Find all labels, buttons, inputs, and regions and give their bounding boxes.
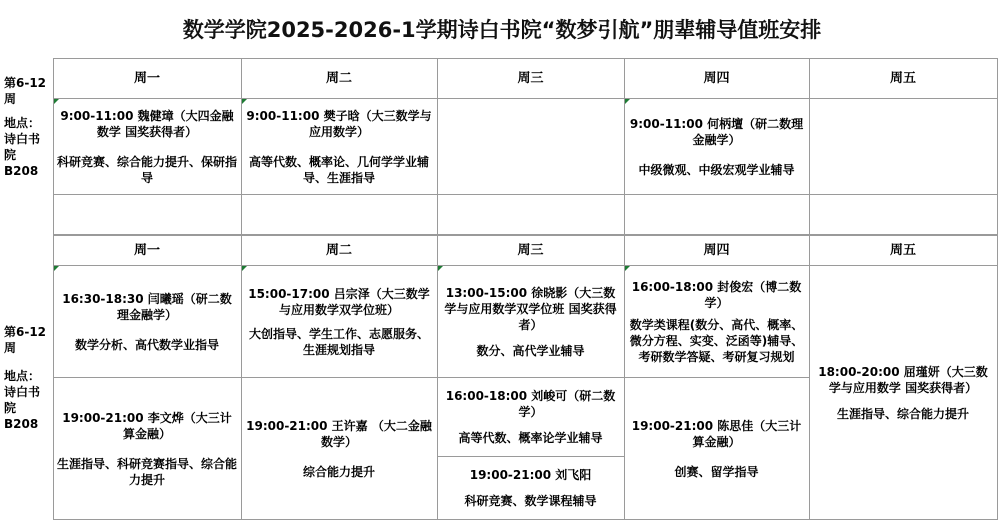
header-thu: 周四 <box>624 236 809 266</box>
slot-desc: 大创指导、学生工作、志愿服务、生涯规划指导 <box>248 326 429 357</box>
slot-fri <box>809 266 997 520</box>
slot-tue-2 <box>241 378 437 520</box>
slot-thu-1 <box>624 266 809 378</box>
schedule-table-1 <box>0 58 998 235</box>
slot-desc: 数学分析、高代数学业指导 <box>74 337 219 352</box>
slot-desc: 创赛、留学指导 <box>674 464 759 479</box>
slot-mon <box>53 99 241 195</box>
location-label: 地点：诗白书院B208 <box>4 115 41 178</box>
slot-thu <box>624 99 809 195</box>
slot-wed <box>437 99 624 195</box>
slot-time: 9:00-11:00 樊子晗（大三数学与应用数学） <box>246 108 432 139</box>
slot-wed-3 <box>438 457 624 519</box>
slot-mon-1 <box>53 266 241 378</box>
slot-desc: 高等代数、概率论学业辅导 <box>458 431 603 446</box>
header-tue: 周二 <box>241 236 437 266</box>
header-mon: 周一 <box>53 236 241 266</box>
slot-desc: 科研竞赛、综合能力提升、保研指导 <box>56 154 237 185</box>
page-title: 数学学院2025-2026-1学期诗白书院“数梦引航”朋辈辅导值班安排 <box>182 18 822 42</box>
slot-wed-2 <box>438 379 624 457</box>
header-wed: 周三 <box>437 59 624 99</box>
slot-time: 19:00-21:00 李文烨（大三计算金融） <box>62 410 232 441</box>
slot-time: 19:00-21:00 陈思佳（大三计算金融） <box>631 418 802 449</box>
slot-desc: 数分、高代学业辅导 <box>476 343 585 358</box>
weeks-location-1 <box>0 59 53 195</box>
weeks-location-2 <box>0 236 53 520</box>
header-fri: 周五 <box>809 59 997 99</box>
slot-wed-nested <box>438 379 624 519</box>
slot-thu-2 <box>624 378 809 520</box>
header-thu: 周四 <box>624 59 809 99</box>
slot-time: 9:00-11:00 魏健璋（大四金融数学 国奖获得者） <box>60 108 234 139</box>
slot-fri <box>809 99 997 195</box>
slot-time: 19:00-21:00 刘飞阳 <box>469 467 592 482</box>
header-wed: 周三 <box>437 236 624 266</box>
location-label: 地点：诗白书院B208 <box>4 368 41 431</box>
schedule-table-2 <box>0 235 998 520</box>
slot-time: 18:00-20:00 屈瑾妍（大三数学与应用数学 国奖获得者） <box>818 364 988 395</box>
weeks-label: 第6-12周 <box>4 324 47 355</box>
slot-time: 13:00-15:00 徐晓影（大三数学与应用数学双学位班 国奖获得者） <box>444 285 617 332</box>
slot-desc: 数学类课程(数分、高代、概率、微分方程、实变、泛函等)辅导、考研数学答疑、考研复习规划 <box>629 317 804 364</box>
weeks-label: 第6-12周 <box>4 75 47 106</box>
header-tue: 周二 <box>241 59 437 99</box>
slot-tue <box>241 99 437 195</box>
slot-wed-stack <box>437 378 624 520</box>
slot-desc: 高等代数、概率论、几何学学业辅导、生涯指导 <box>248 154 429 185</box>
slot-time: 16:30-18:30 闫曦瑶（研二数理金融学） <box>62 291 232 322</box>
slot-time: 16:00-18:00 刘峻可（研二数学） <box>445 389 616 420</box>
slot-tue-1 <box>241 266 437 378</box>
slot-desc: 生涯指导、综合能力提升 <box>836 406 969 421</box>
slot-desc: 综合能力提升 <box>302 464 375 479</box>
slot-desc: 生涯指导、科研竞赛指导、综合能力提升 <box>56 456 237 487</box>
slot-desc: 中级微观、中级宏观学业辅导 <box>638 162 795 177</box>
slot-time: 9:00-11:00 何柄壇（研二数理金融学） <box>629 116 804 147</box>
slot-mon-2 <box>53 378 241 520</box>
header-mon: 周一 <box>53 59 241 99</box>
slot-wed-1 <box>437 266 624 378</box>
slot-time: 15:00-17:00 吕宗泽（大三数学与应用数学双学位班） <box>248 286 430 317</box>
slot-time: 16:00-18:00 封俊宏（博二数学） <box>631 279 802 310</box>
slot-time: 19:00-21:00 王许嘉 （大二金融数学） <box>246 418 432 449</box>
slot-desc: 科研竞赛、数学课程辅导 <box>464 493 597 508</box>
header-fri: 周五 <box>809 236 997 266</box>
